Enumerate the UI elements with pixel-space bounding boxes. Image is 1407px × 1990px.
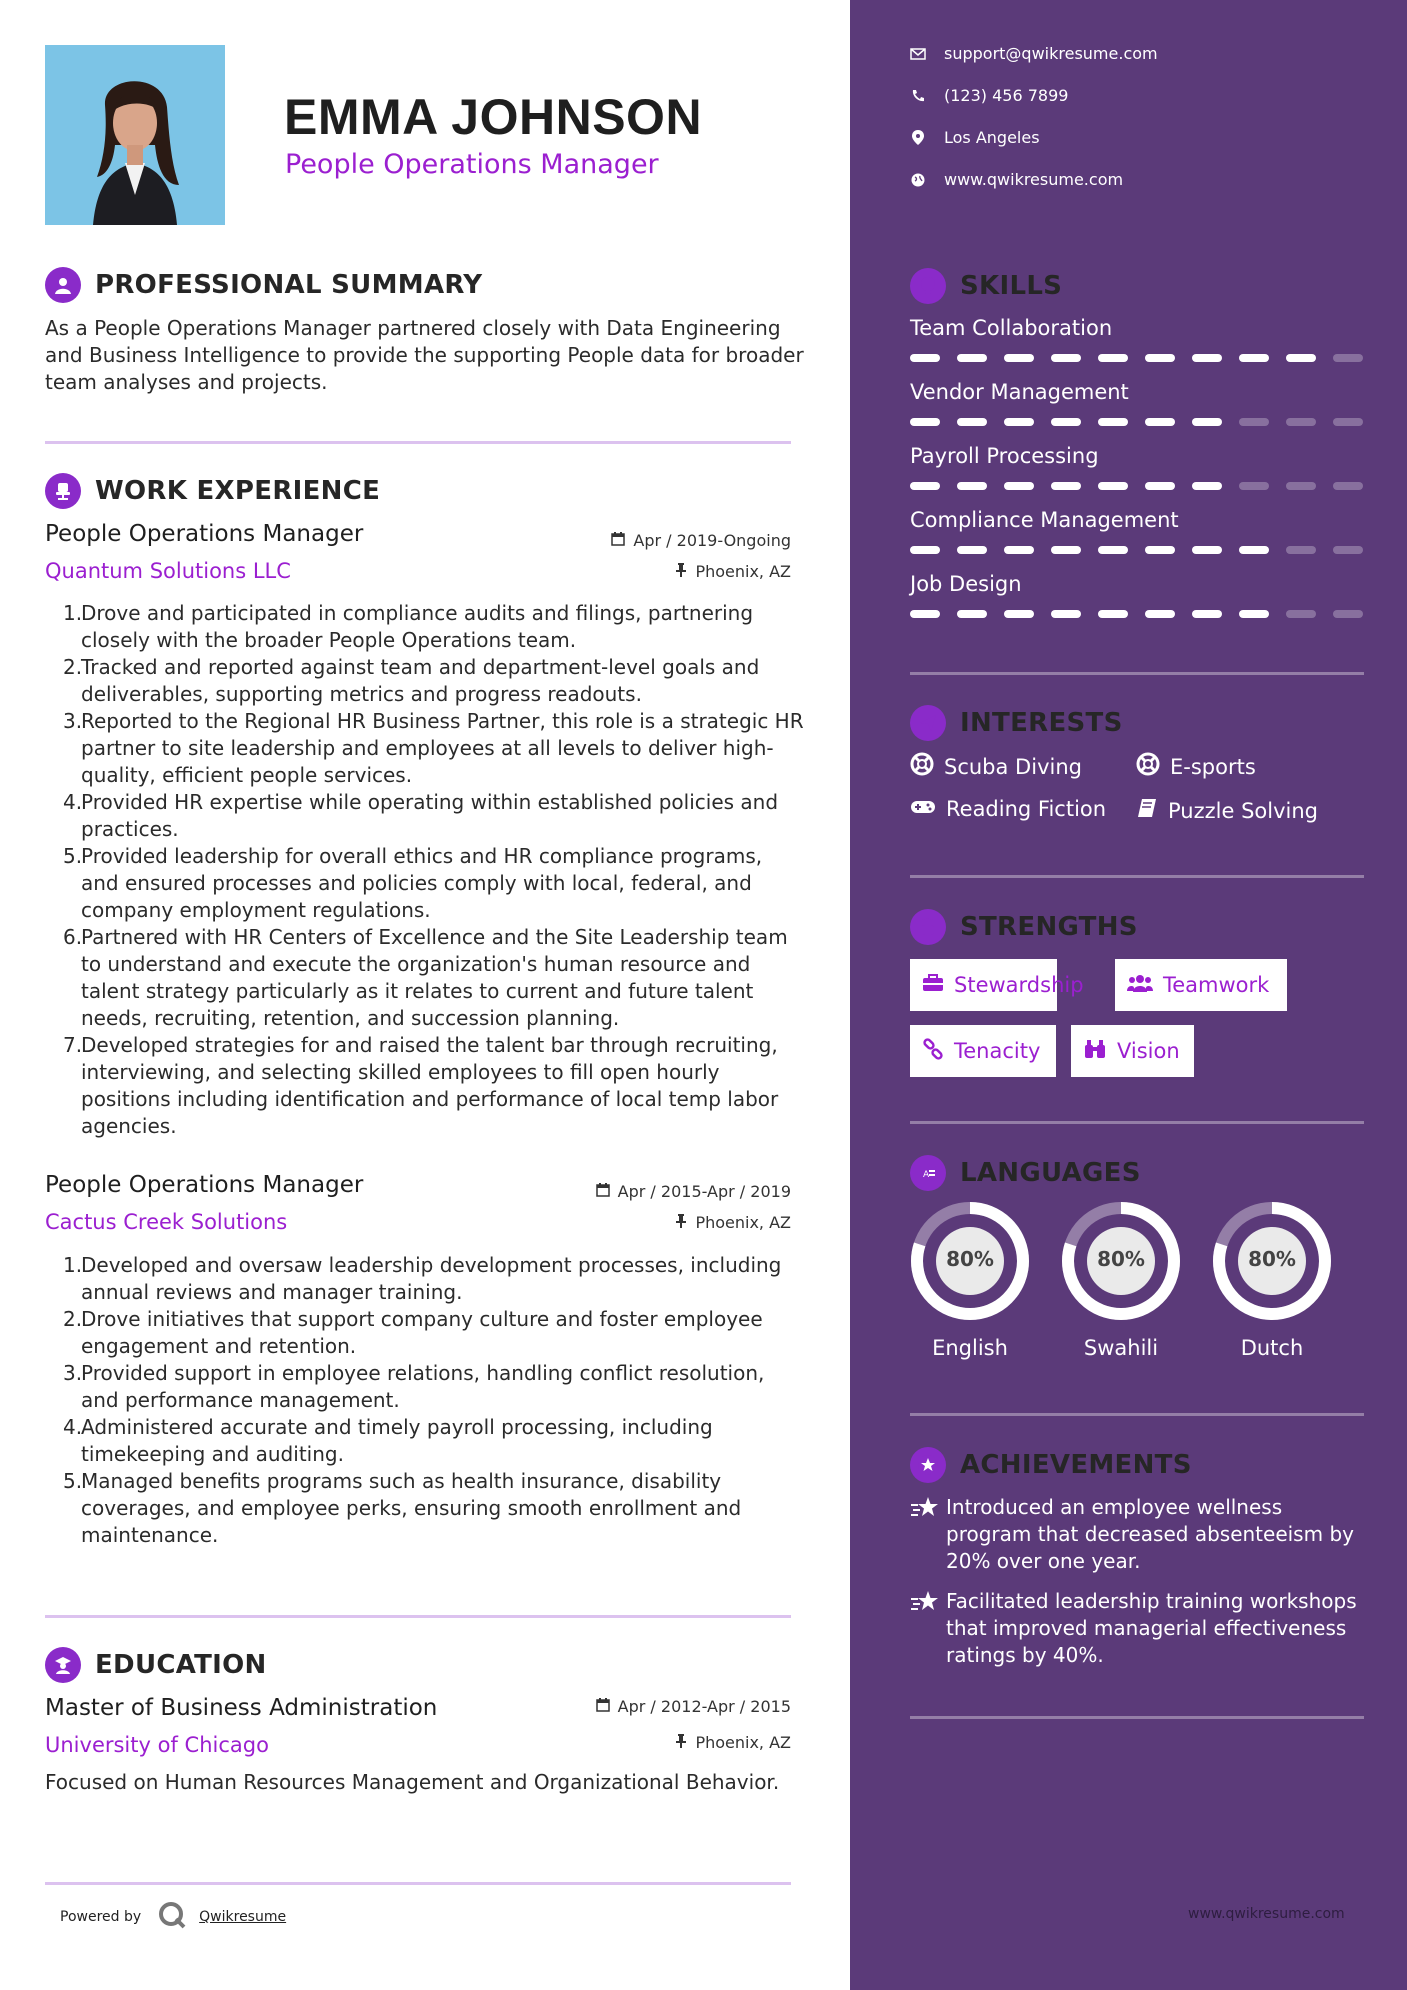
language-name: English [932, 1336, 1008, 1360]
skill-dot [1004, 546, 1034, 554]
skill-name: Job Design [910, 572, 1022, 596]
skill-dot [1286, 482, 1316, 490]
strength-label: Tenacity [954, 1039, 1041, 1063]
pin-icon [675, 562, 687, 581]
languages-title: LANGUAGES [960, 1158, 1141, 1188]
language-percent: 80% [1248, 1247, 1296, 1271]
skill-dot [1051, 354, 1081, 362]
profile-photo [45, 45, 225, 225]
interest-item [1136, 752, 1256, 781]
globe-icon [910, 173, 926, 187]
interests-heading [910, 705, 1123, 741]
strength-label: Stewardship [954, 973, 1084, 997]
list-item: Administered accurate and timely payroll processing, including timekeeping and auditing. [81, 1415, 713, 1466]
graduate-icon [45, 1647, 81, 1683]
experience-heading [45, 473, 380, 509]
skill-dot [1145, 546, 1175, 554]
pin-icon [675, 1213, 687, 1232]
skill-dot [1239, 482, 1269, 490]
achievements-heading [910, 1447, 1192, 1483]
calendar-icon [611, 531, 625, 550]
education-date [491, 1697, 791, 1716]
skill-dot [910, 354, 940, 362]
skill-dot [1051, 546, 1081, 554]
binoculars-icon [1083, 1039, 1107, 1064]
gamepad-icon [910, 797, 936, 821]
achievement-text: Facilitated leadership training workshops that improved managerial effectiveness ratings by 40%. [946, 1589, 1357, 1667]
interest-label: Puzzle Solving [1168, 798, 1318, 823]
education-heading [45, 1647, 267, 1683]
skill-name: Compliance Management [910, 508, 1179, 532]
skill-name: Team Collaboration [910, 316, 1113, 340]
language-name: Dutch [1240, 1336, 1304, 1360]
job-role: People Operations Manager [45, 521, 364, 547]
education-school: University of Chicago [45, 1733, 269, 1757]
list-item: Provided leadership for overall ethics and HR compliance programs, and ensured processes and policies comply with local, federal, and company employment regulations. [81, 844, 763, 922]
language-gauge [1060, 1200, 1182, 1326]
shooting-star-icon [910, 1494, 946, 1575]
contact-phone [910, 86, 1068, 105]
list-item: Developed strategies for and raised the talent bar through recruiting, interviewing, and selecting skilled employees to fill open hourly positions including identification and performance of local temp labor agencies. [81, 1033, 779, 1138]
strength-label: Teamwork [1163, 973, 1270, 997]
job-role: People Operations Manager [45, 1172, 364, 1198]
skill-dot [1286, 418, 1316, 426]
list-item: Developed and oversaw leadership development processes, including annual reviews and manager training. [81, 1253, 782, 1304]
contact-location [910, 128, 1040, 147]
skill-rating [910, 610, 1363, 618]
briefcase-icon [922, 973, 944, 997]
strength-tag [910, 1025, 1056, 1077]
skill-dot [1333, 482, 1363, 490]
list-item: Managed benefits programs such as health insurance, disability coverages, and employee perks, ensuring smooth enrollment and maintenance. [81, 1469, 742, 1547]
skill-dot [910, 418, 940, 426]
skill-dot [957, 354, 987, 362]
pin-icon [675, 1733, 687, 1752]
star-badge-icon [910, 1447, 946, 1483]
contact-location-text: Los Angeles [944, 128, 1040, 147]
office-chair-icon [45, 473, 81, 509]
divider [45, 441, 791, 444]
skill-dot [1286, 610, 1316, 618]
list-item: Reported to the Regional HR Business Partner, this role is a strategic HR partner to site leadership and employees at all levels to deliver high-quality, efficient people services. [81, 709, 804, 787]
link-icon [922, 1038, 944, 1065]
skill-rating [910, 354, 1363, 362]
summary-text: As a People Operations Manager partnered closely with Data Engineering and Business Intelligence to provide the supporting People data for broader team analyses and projects. [45, 316, 804, 394]
contact-email[interactable] [910, 44, 1158, 63]
strengths-title: STRENGTHS [960, 912, 1138, 942]
divider [910, 1121, 1364, 1124]
skill-dot [1192, 546, 1222, 554]
lifebuoy-icon [1136, 752, 1160, 781]
language-gauge [909, 1200, 1031, 1326]
shooting-star-icon [910, 1588, 946, 1669]
job-location-text: Phoenix, AZ [695, 562, 791, 581]
portrait-image [45, 45, 225, 225]
powered-by [60, 1900, 286, 1934]
skill-dot [1192, 418, 1222, 426]
interest-label: Reading Fiction [946, 797, 1107, 821]
divider [910, 1413, 1364, 1416]
language-icon [910, 1155, 946, 1191]
contact-email-text: support@qwikresume.com [944, 44, 1158, 63]
skill-dot [1239, 354, 1269, 362]
achievement-text: Introduced an employee wellness program that decreased absenteeism by 20% over one year. [946, 1495, 1354, 1573]
list-item: Partnered with HR Centers of Excellence and the Site Leadership team to understand and execute the organization's human resource and talent strategy particularly as it relates to current and future talent needs, recruiting, retention, and succession planning. [81, 925, 788, 1030]
interest-item [910, 797, 1106, 821]
contact-phone-text: (123) 456 7899 [944, 86, 1069, 105]
education-degree: Master of Business Administration [45, 1695, 438, 1721]
skill-rating [910, 418, 1363, 426]
achievements-title: ACHIEVEMENTS [960, 1450, 1192, 1480]
list-item: Provided HR expertise while operating within established policies and practices. [81, 790, 779, 841]
qwikresume-logo-icon [157, 1900, 187, 1934]
skill-dot [1192, 482, 1222, 490]
skill-dot [1004, 354, 1034, 362]
list-item: Tracked and reported against team and department-level goals and deliverables, supporting metrics and progress readouts. [81, 655, 760, 706]
achievement-item [910, 1494, 1360, 1575]
users-icon [1127, 973, 1153, 997]
skill-dot [957, 418, 987, 426]
interests-title: INTERESTS [960, 708, 1123, 738]
list-item: Provided support in employee relations, handling conflict resolution, and performance management. [81, 1361, 765, 1412]
skill-dot [957, 546, 987, 554]
job-bullets [63, 600, 805, 1140]
job-location-text: Phoenix, AZ [695, 1213, 791, 1232]
phone-icon [910, 89, 926, 103]
list-item: Drove and participated in compliance audits and filings, partnering closely with the broader People Operations team. [81, 601, 754, 652]
qwikresume-link[interactable]: Qwikresume [199, 1909, 287, 1925]
job-bullets [63, 1252, 805, 1549]
skill-dot [1098, 418, 1128, 426]
skill-dot [957, 610, 987, 618]
strength-label: Vision [1117, 1039, 1180, 1063]
divider [910, 672, 1364, 675]
paper-plane-icon [910, 705, 946, 741]
candidate-name: EMMA JOHNSON [284, 89, 703, 145]
skill-rating [910, 546, 1363, 554]
divider [45, 1615, 791, 1618]
skill-dot [957, 482, 987, 490]
skill-dot [1333, 418, 1363, 426]
education-location-text: Phoenix, AZ [695, 1733, 791, 1752]
achievement-item [910, 1588, 1360, 1669]
interest-item [910, 752, 1082, 781]
skill-name: Payroll Processing [910, 444, 1099, 468]
user-icon [45, 267, 81, 303]
strength-tag [1071, 1025, 1194, 1077]
skill-dot [1192, 610, 1222, 618]
contact-website-text: www.qwikresume.com [944, 170, 1124, 189]
skill-dot [1239, 418, 1269, 426]
education-location [491, 1733, 791, 1752]
experience-title: WORK EXPERIENCE [95, 476, 381, 506]
skill-dot [1004, 482, 1034, 490]
skill-dot [1286, 354, 1316, 362]
skill-dot [1098, 482, 1128, 490]
summary-title: PROFESSIONAL SUMMARY [95, 270, 483, 300]
languages-heading [910, 1155, 1141, 1191]
skill-dot [1051, 418, 1081, 426]
powered-by-label: Powered by [60, 1909, 142, 1925]
skill-dot [1333, 610, 1363, 618]
skill-dot [1333, 546, 1363, 554]
job-location [491, 1213, 791, 1232]
book-icon [1136, 797, 1158, 824]
lightbulb-icon [910, 268, 946, 304]
candidate-title: People Operations Manager [285, 149, 659, 180]
contact-website[interactable] [910, 170, 1123, 189]
strengths-heading [910, 909, 1138, 945]
skill-dot [1145, 610, 1175, 618]
calendar-icon [596, 1182, 610, 1201]
skill-dot [1286, 546, 1316, 554]
skill-dot [1333, 354, 1363, 362]
svg-text:A: A [923, 1170, 930, 1180]
fist-icon [910, 909, 946, 945]
skill-name: Vendor Management [910, 380, 1129, 404]
summary-heading [45, 267, 482, 303]
interest-item [1136, 797, 1318, 824]
divider [45, 1882, 791, 1885]
skill-dot [1051, 482, 1081, 490]
strength-tag [910, 959, 1084, 1011]
skill-dot [910, 482, 940, 490]
job-company: Cactus Creek Solutions [45, 1210, 288, 1234]
skill-dot [910, 610, 940, 618]
skill-dot [910, 546, 940, 554]
skill-rating [910, 482, 1363, 490]
calendar-icon [596, 1697, 610, 1716]
skill-dot [1098, 610, 1128, 618]
skill-dot [1239, 546, 1269, 554]
skills-heading [910, 268, 1062, 304]
job-date-text: Apr / 2015-Apr / 2019 [617, 1182, 791, 1201]
strength-tag [1115, 959, 1287, 1011]
language-percent: 80% [946, 1247, 994, 1271]
job-location [491, 562, 791, 581]
skill-dot [1098, 354, 1128, 362]
education-title: EDUCATION [95, 1650, 267, 1680]
skill-dot [1145, 354, 1175, 362]
map-marker-icon [910, 130, 926, 145]
divider [910, 1716, 1364, 1719]
job-date [491, 1182, 791, 1201]
skill-dot [1004, 418, 1034, 426]
job-company: Quantum Solutions LLC [45, 559, 291, 583]
list-item: Drove initiatives that support company culture and foster employee engagement and retention. [81, 1307, 763, 1358]
language-gauge [1211, 1200, 1333, 1326]
education-date-text: Apr / 2012-Apr / 2015 [617, 1697, 791, 1716]
skills-title: SKILLS [960, 271, 1063, 301]
skill-dot [1004, 610, 1034, 618]
language-name: Swahili [1083, 1336, 1159, 1360]
interest-label: E-sports [1170, 754, 1256, 779]
job-date [491, 531, 791, 550]
language-percent: 80% [1097, 1247, 1145, 1271]
skill-dot [1098, 546, 1128, 554]
education-description: Focused on Human Resources Management and Organizational Behavior. [45, 1770, 780, 1794]
envelope-icon [910, 48, 926, 60]
footer-website[interactable]: www.qwikresume.com [1188, 1906, 1345, 1922]
lifebuoy-icon [910, 752, 934, 781]
skill-dot [1192, 354, 1222, 362]
interest-label: Scuba Diving [944, 754, 1082, 779]
skill-dot [1239, 610, 1269, 618]
skill-dot [1145, 482, 1175, 490]
skill-dot [1051, 610, 1081, 618]
job-date-text: Apr / 2019-Ongoing [633, 531, 791, 550]
divider [910, 875, 1364, 878]
skill-dot [1145, 418, 1175, 426]
